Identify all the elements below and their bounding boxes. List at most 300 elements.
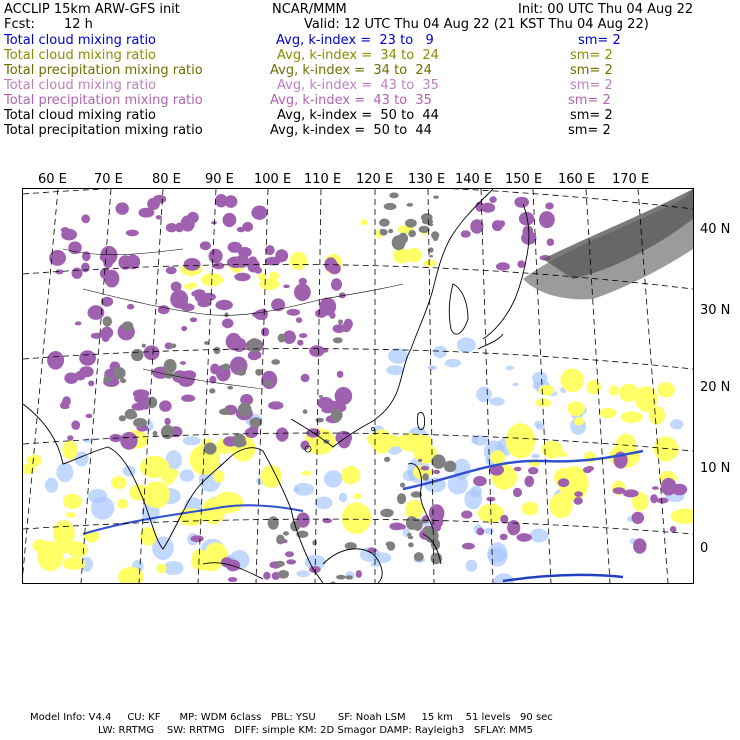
cloud-k50-44-patch [429,255,433,257]
cloud-k23-9-patch [84,438,92,443]
cloud-k34-24-patch [32,539,49,552]
cloud-k50-44-patch [209,388,215,393]
cloud-k50-44-patch [303,409,308,414]
latitude-label: 10 N [700,461,731,476]
latitude-label: 40 N [700,222,731,237]
cloud-k43-35-patch [191,535,204,542]
cloud-k34-24-patch [66,512,76,518]
cloud-k43-35-patch [337,371,344,378]
cloud-k43-35-patch [296,317,302,323]
cloud-k34-24-patch [423,260,436,267]
cloud-k43-35-patch [652,486,659,490]
longitude-label: 70 E [94,172,123,187]
cloud-k50-44-patch [265,380,273,387]
cloud-k43-35-patch [670,526,677,533]
cloud-k43-35-patch [127,304,134,310]
cloud-k50-44-patch [103,316,112,326]
cloud-k50-44-patch [333,337,343,343]
cloud-k43-35-patch [517,533,532,542]
cloud-k43-35-patch [62,405,70,409]
cloud-k50-44-patch [131,349,143,361]
cloud-k34-24-patch [52,539,78,553]
cloud-k50-44-patch [412,519,422,531]
cloud-k50-44-patch [431,231,439,239]
cloud-k43-35-patch [67,435,73,440]
field-smoothing: sm= 2 [570,63,613,78]
cloud-k23-9-patch [670,419,683,429]
cloud-k50-44-patch [422,473,429,481]
cloud-k34-24-patch [671,509,694,524]
cloud-k43-35-patch [657,498,669,504]
cloud-k23-9-patch [489,397,504,405]
cloud-k23-9-patch [183,436,201,445]
cloud-k43-35-patch [263,572,270,580]
cloud-k34-24-patch [621,411,643,422]
latitude-label: 30 N [700,303,731,318]
cloud-k23-9-patch [466,560,478,572]
cloud-k43-35-patch [661,478,677,496]
cloud-k34-24-patch [111,476,127,489]
cloud-k50-44-patch [408,230,416,237]
cloud-k34-24-patch [156,564,166,574]
cloud-k43-35-patch [265,245,275,255]
cloud-k43-35-patch [299,333,307,338]
cloud-k43-35-patch [144,345,160,360]
cloud-k34-24-patch [189,282,197,288]
cloud-k43-35-patch [335,387,353,405]
cloud-k50-44-patch [338,319,343,324]
cloud-k43-35-patch [81,263,90,273]
map-plot [23,189,693,583]
cloud-k34-24-patch [506,423,535,458]
field-name: Total cloud mixing ratio [4,33,157,48]
longitude-label: 170 E [612,172,650,187]
cloud-k50-44-patch [103,375,110,383]
cloud-k50-44-patch [400,483,405,488]
cloud-k43-35-patch [261,327,269,336]
field-smoothing: sm= 2 [570,78,613,93]
cloud-k43-35-patch [85,354,93,361]
cloud-k43-35-patch [72,268,83,279]
cloud-k50-44-patch [238,403,252,417]
cloud-k43-35-patch [88,380,94,386]
cloud-k43-35-patch [517,260,525,268]
cloud-k43-35-patch [276,428,289,442]
longitude-label: 120 E [356,172,394,187]
cloud-k43-35-patch [47,351,64,370]
longitude-label: 140 E [455,172,493,187]
cloud-k43-35-patch [513,488,522,497]
cloud-k23-9-patch [56,463,73,483]
cloud-k43-35-patch [200,241,211,250]
cloud-k43-35-patch [613,487,626,494]
cloud-k50-44-patch [219,408,231,415]
cloud-k50-44-patch [161,425,174,439]
cloud-k50-44-patch [255,369,262,376]
cloud-k43-35-patch [236,254,249,267]
coastline-taiwan [418,412,425,429]
cloud-k43-35-patch [574,497,583,505]
cloud-k43-35-patch [75,321,82,325]
cloud-k43-35-patch [514,467,522,472]
cloud-k43-35-patch [91,333,103,339]
cloud-k43-35-patch [159,400,172,411]
cloud-k43-35-patch [496,262,510,270]
cloud-k50-44-patch [268,516,279,529]
cloud-k43-35-patch [275,249,288,262]
cloud-k34-24-patch [260,278,280,290]
cloud-k50-44-patch [242,366,246,369]
cloud-k23-9-patch [45,478,58,493]
cloud-k43-35-patch [429,504,445,522]
cloud-k43-35-patch [210,364,219,375]
field-name: Total precipitation mixing ratio [4,93,203,108]
cloud-k50-44-patch [319,395,323,398]
cloud-k43-35-patch [228,242,243,253]
cloud-k43-35-patch [367,548,377,554]
cloud-k43-35-patch [309,345,324,357]
cloud-k43-35-patch [61,229,77,241]
cloud-k50-44-patch [278,334,286,343]
cloud-k23-9-patch [445,359,461,368]
cloud-k23-9-patch [532,372,547,385]
cloud-k50-44-patch [113,367,125,379]
cloud-k43-35-patch [209,249,223,264]
cloud-k50-44-patch [389,192,398,198]
cloud-k43-35-patch [500,515,508,524]
cloud-k50-44-patch [133,418,147,428]
cloud-k23-9-patch [536,424,545,430]
cloud-k43-35-patch [126,230,139,237]
cloud-k43-35-patch [500,534,508,541]
cloud-k50-44-patch [331,409,343,422]
cloud-k50-44-patch [422,219,433,225]
cloud-k50-44-patch [432,454,446,468]
cloud-k50-44-patch [407,203,414,207]
cloud-k50-44-patch [227,386,233,390]
cloud-k43-35-patch [81,214,90,223]
cloud-k34-24-patch [587,380,601,394]
field-smoothing: sm= 2 [570,108,613,123]
cloud-k43-35-patch [524,476,534,487]
cloud-k50-44-patch [419,226,430,233]
cloud-k23-9-patch [180,469,195,481]
cloud-k50-44-patch [119,415,126,421]
cloud-k43-35-patch [356,570,362,578]
latitude-line [23,349,693,369]
cloud-k43-35-patch [215,194,227,207]
cloud-k43-35-patch [319,298,336,316]
cloud-k43-35-patch [528,467,538,474]
cloud-k34-24-patch [290,252,307,270]
cloud-k43-35-patch [481,203,495,213]
cloud-k43-35-patch [139,403,147,407]
cloud-k34-24-patch [302,471,312,476]
cloud-k50-44-patch [407,533,412,537]
precip-streak [503,575,623,581]
cloud-k23-9-patch [470,486,482,498]
cloud-k34-24-patch [609,385,619,395]
cloud-k43-35-patch [492,220,503,231]
coastline-korea [449,284,468,334]
cloud-k50-44-patch [204,341,209,345]
field-name: Total precipitation mixing ratio [4,63,203,78]
field-name: Total cloud mixing ratio [4,48,157,63]
cloud-k34-24-patch [63,494,82,509]
field-kindex: Avg, k-index = 34 to 24 [270,63,432,78]
cloud-k43-35-patch [285,551,294,557]
cloud-k50-44-patch [142,344,146,348]
cloud-k43-35-patch [650,494,658,503]
cloud-k43-35-patch [156,215,162,219]
cloud-k34-24-patch [549,493,572,518]
cloud-k34-24-patch [522,502,539,516]
cloud-k43-35-patch [71,420,80,430]
cloud-k23-9-patch [315,497,333,510]
cloud-k43-35-patch [181,303,195,311]
cloud-k43-35-patch [294,283,311,301]
cloud-k43-35-patch [116,202,129,214]
field-kindex: Avg, k-index = 50 to 44 [277,108,439,123]
field-kindex: Avg, k-index = 50 to 44 [270,123,432,138]
cloud-k50-44-patch [221,364,230,371]
cloud-k43-35-patch [187,212,199,223]
cloud-k43-35-patch [421,466,429,471]
field-kindex: Avg, k-index = 23 to 9 [276,33,434,48]
cloud-k34-24-patch [62,441,78,460]
cloud-k23-9-patch [488,542,508,566]
cloud-k50-44-patch [224,312,228,317]
cloud-k50-44-patch [380,509,393,518]
longitude-label: 100 E [254,172,292,187]
cloud-k43-35-patch [547,238,555,246]
cloud-k43-35-patch [234,273,250,282]
cloud-k43-35-patch [79,366,93,377]
cloud-k34-24-patch [140,456,170,478]
longitude-label: 80 E [152,172,181,187]
cloud-k43-35-patch [194,289,205,295]
plot-title: ACCLIP 15km ARW-GFS init [4,2,180,17]
longitude-label: 90 E [205,172,234,187]
longitude-label: 60 E [38,172,67,187]
cloud-k43-35-patch [287,309,301,316]
cloud-k43-35-patch [171,282,182,292]
field-name: Total precipitation mixing ratio [4,123,203,138]
init-time: Init: 00 UTC Thu 04 Aug 22 [518,2,694,17]
cloud-k43-35-patch [254,267,262,274]
cloud-k50-44-patch [392,235,406,250]
cloud-k34-24-patch [567,401,585,416]
field-kindex: Avg, k-index = 34 to 24 [277,48,439,63]
cloud-k34-24-patch [539,385,555,396]
cloud-k43-35-patch [623,489,639,497]
cloud-k43-35-patch [226,333,242,350]
cloud-k23-9-patch [296,570,310,577]
cloud-k43-35-patch [181,326,187,331]
field-name: Total cloud mixing ratio [4,78,157,93]
cloud-k23-9-patch [388,348,408,364]
cloud-k43-35-patch [477,528,485,536]
cloud-k50-44-patch [147,397,158,409]
cloud-k43-35-patch [473,476,487,486]
cloud-k50-44-patch [312,540,317,545]
latitude-label: 0 [700,541,709,556]
cloud-k43-35-patch [461,230,471,238]
longitude-line [481,189,493,583]
cloud-k34-24-patch [535,399,551,407]
cloud-k34-24-patch [657,382,675,397]
cloud-k43-35-patch [514,197,529,208]
cloud-k43-35-patch [632,512,645,524]
cloud-k43-35-patch [283,285,290,289]
cloud-k43-35-patch [344,319,353,330]
field-kindex: Avg, k-index = 43 to 35 [277,78,439,93]
cloud-k34-24-patch [213,470,224,482]
cloud-k34-24-patch [117,499,128,509]
cloud-k50-44-patch [384,457,390,462]
cloud-k43-35-patch [175,223,184,233]
cloud-k43-35-patch [223,213,237,227]
cloud-k43-35-patch [226,560,240,572]
cloud-k43-35-patch [237,227,245,233]
cloud-k43-35-patch [228,577,237,582]
cloud-k34-24-patch [191,551,210,571]
cloud-k34-24-patch [342,502,371,534]
cloud-k50-44-patch [214,347,221,354]
cloud-k43-35-patch [180,361,186,365]
cloud-k34-24-patch [361,219,368,225]
cloud-k50-44-patch [275,561,285,567]
cloud-k23-9-patch [386,365,404,375]
cloud-k34-24-patch [341,466,360,484]
cloud-k50-44-patch [130,412,137,419]
institution-label: NCAR/MMM [272,2,347,17]
cloud-k43-35-patch [101,297,113,307]
cloud-k43-35-patch [120,432,137,450]
cloud-k50-44-patch [250,417,262,427]
cloud-k43-35-patch [147,198,160,210]
forecast-hours: 12 h [64,17,93,32]
cloud-k50-44-patch [444,461,457,473]
cloud-k43-35-patch [86,414,93,418]
cloud-k23-9-patch [324,470,343,487]
cloud-k50-44-patch [418,459,422,462]
cloud-k23-9-patch [428,365,435,370]
longitude-line [139,189,163,583]
cloud-k23-9-patch [91,497,114,520]
cloud-k23-9-patch [531,454,540,459]
cloud-k43-35-patch [100,246,117,265]
cloud-k50-44-patch [379,219,390,227]
cloud-k43-35-patch [216,300,233,310]
cloud-k34-24-patch [600,408,617,418]
model-info-line2: LW: RRTMG SW: RRTMG DIFF: simple KM: 2D Smagor DAMP: Rayleigh3 SFLAY: MM5 [98,725,533,736]
cloud-k43-35-patch [254,310,267,320]
cloud-k23-9-patch [433,346,447,359]
cloud-k43-35-patch [398,524,406,529]
cloud-k23-9-patch [476,387,492,403]
cloud-k23-9-patch [294,487,300,491]
cloud-k43-35-patch [222,318,234,328]
cloud-k43-35-patch [166,267,177,275]
cloud-k43-35-patch [433,470,440,474]
longitude-label: 160 E [558,172,596,187]
cloud-k43-35-patch [268,401,283,409]
field-smoothing: sm= 2 [568,123,611,138]
cloud-k43-35-patch [245,428,258,438]
cloud-k23-9-patch [530,529,549,543]
cloud-k34-24-patch [386,436,402,447]
cloud-k43-35-patch [331,278,342,290]
latitude-label: 20 N [700,380,731,395]
cloud-k43-35-patch [574,491,583,497]
cloud-k50-44-patch [433,196,439,199]
cloud-k34-24-patch [574,417,584,425]
cloud-k43-35-patch [539,211,555,228]
longitude-label: 150 E [505,172,543,187]
model-info-line1: Model Info: V4.4 CU: KF MP: WDM 6class PBL: YSU SF: Noah LSM 15 km 51 levels 90 sec [30,712,553,723]
cloud-k43-35-patch [489,196,496,203]
field-name: Total cloud mixing ratio [4,108,157,123]
cloud-k50-44-patch [386,541,394,546]
cloud-k43-35-patch [158,305,170,314]
cloud-k43-35-patch [211,221,217,224]
cloud-k23-9-patch [123,466,136,477]
cloud-k43-35-patch [100,268,111,279]
cloud-k50-44-patch [380,229,388,236]
cloud-k34-24-patch [490,450,505,464]
cloud-k23-9-patch [483,528,494,534]
cloud-k43-35-patch [507,520,520,535]
cloud-k50-44-patch [331,582,336,584]
cloud-k23-9-patch [457,337,476,352]
cloud-k50-44-patch [153,431,158,436]
cloud-k50-44-patch [384,203,397,210]
cloud-k43-35-patch [251,206,267,220]
forecast-label: Fcst: [4,17,35,32]
cloud-k34-24-patch [560,369,584,393]
cloud-k50-44-patch [408,542,414,547]
field-smoothing: sm= 2 [578,33,621,48]
cloud-k50-44-patch [278,570,289,579]
cloud-k34-24-patch [260,465,282,488]
cloud-k43-35-patch [586,466,595,471]
cloud-k43-35-patch [164,418,170,425]
cloud-k34-24-patch [129,485,148,501]
cloud-k34-24-patch [354,493,362,499]
cloud-k43-35-patch [301,374,310,382]
cloud-k50-44-patch [397,493,406,504]
cloud-k50-44-patch [388,229,393,233]
valid-time: Valid: 12 UTC Thu 04 Aug 22 (21 KST Thu 04 Aug 22) [304,17,649,32]
cloud-k50-44-patch [238,439,242,443]
cloud-k43-35-patch [558,478,569,487]
cloud-k50-44-patch [414,552,424,561]
cloud-k23-9-patch [339,493,347,502]
cloud-k50-44-patch [336,575,346,580]
cloud-k50-44-patch [405,219,417,228]
cloud-k34-24-patch [649,406,665,424]
cloud-k23-9-patch [506,366,514,371]
cloud-k50-44-patch [248,338,261,353]
cloud-k50-44-patch [122,321,133,330]
longitude-label: 110 E [304,172,342,187]
longitude-line [23,189,58,583]
cloud-k50-44-patch [316,418,324,423]
cloud-k43-35-patch [633,538,646,554]
cloud-k43-35-patch [486,497,495,502]
field-smoothing: sm= 2 [568,93,611,108]
